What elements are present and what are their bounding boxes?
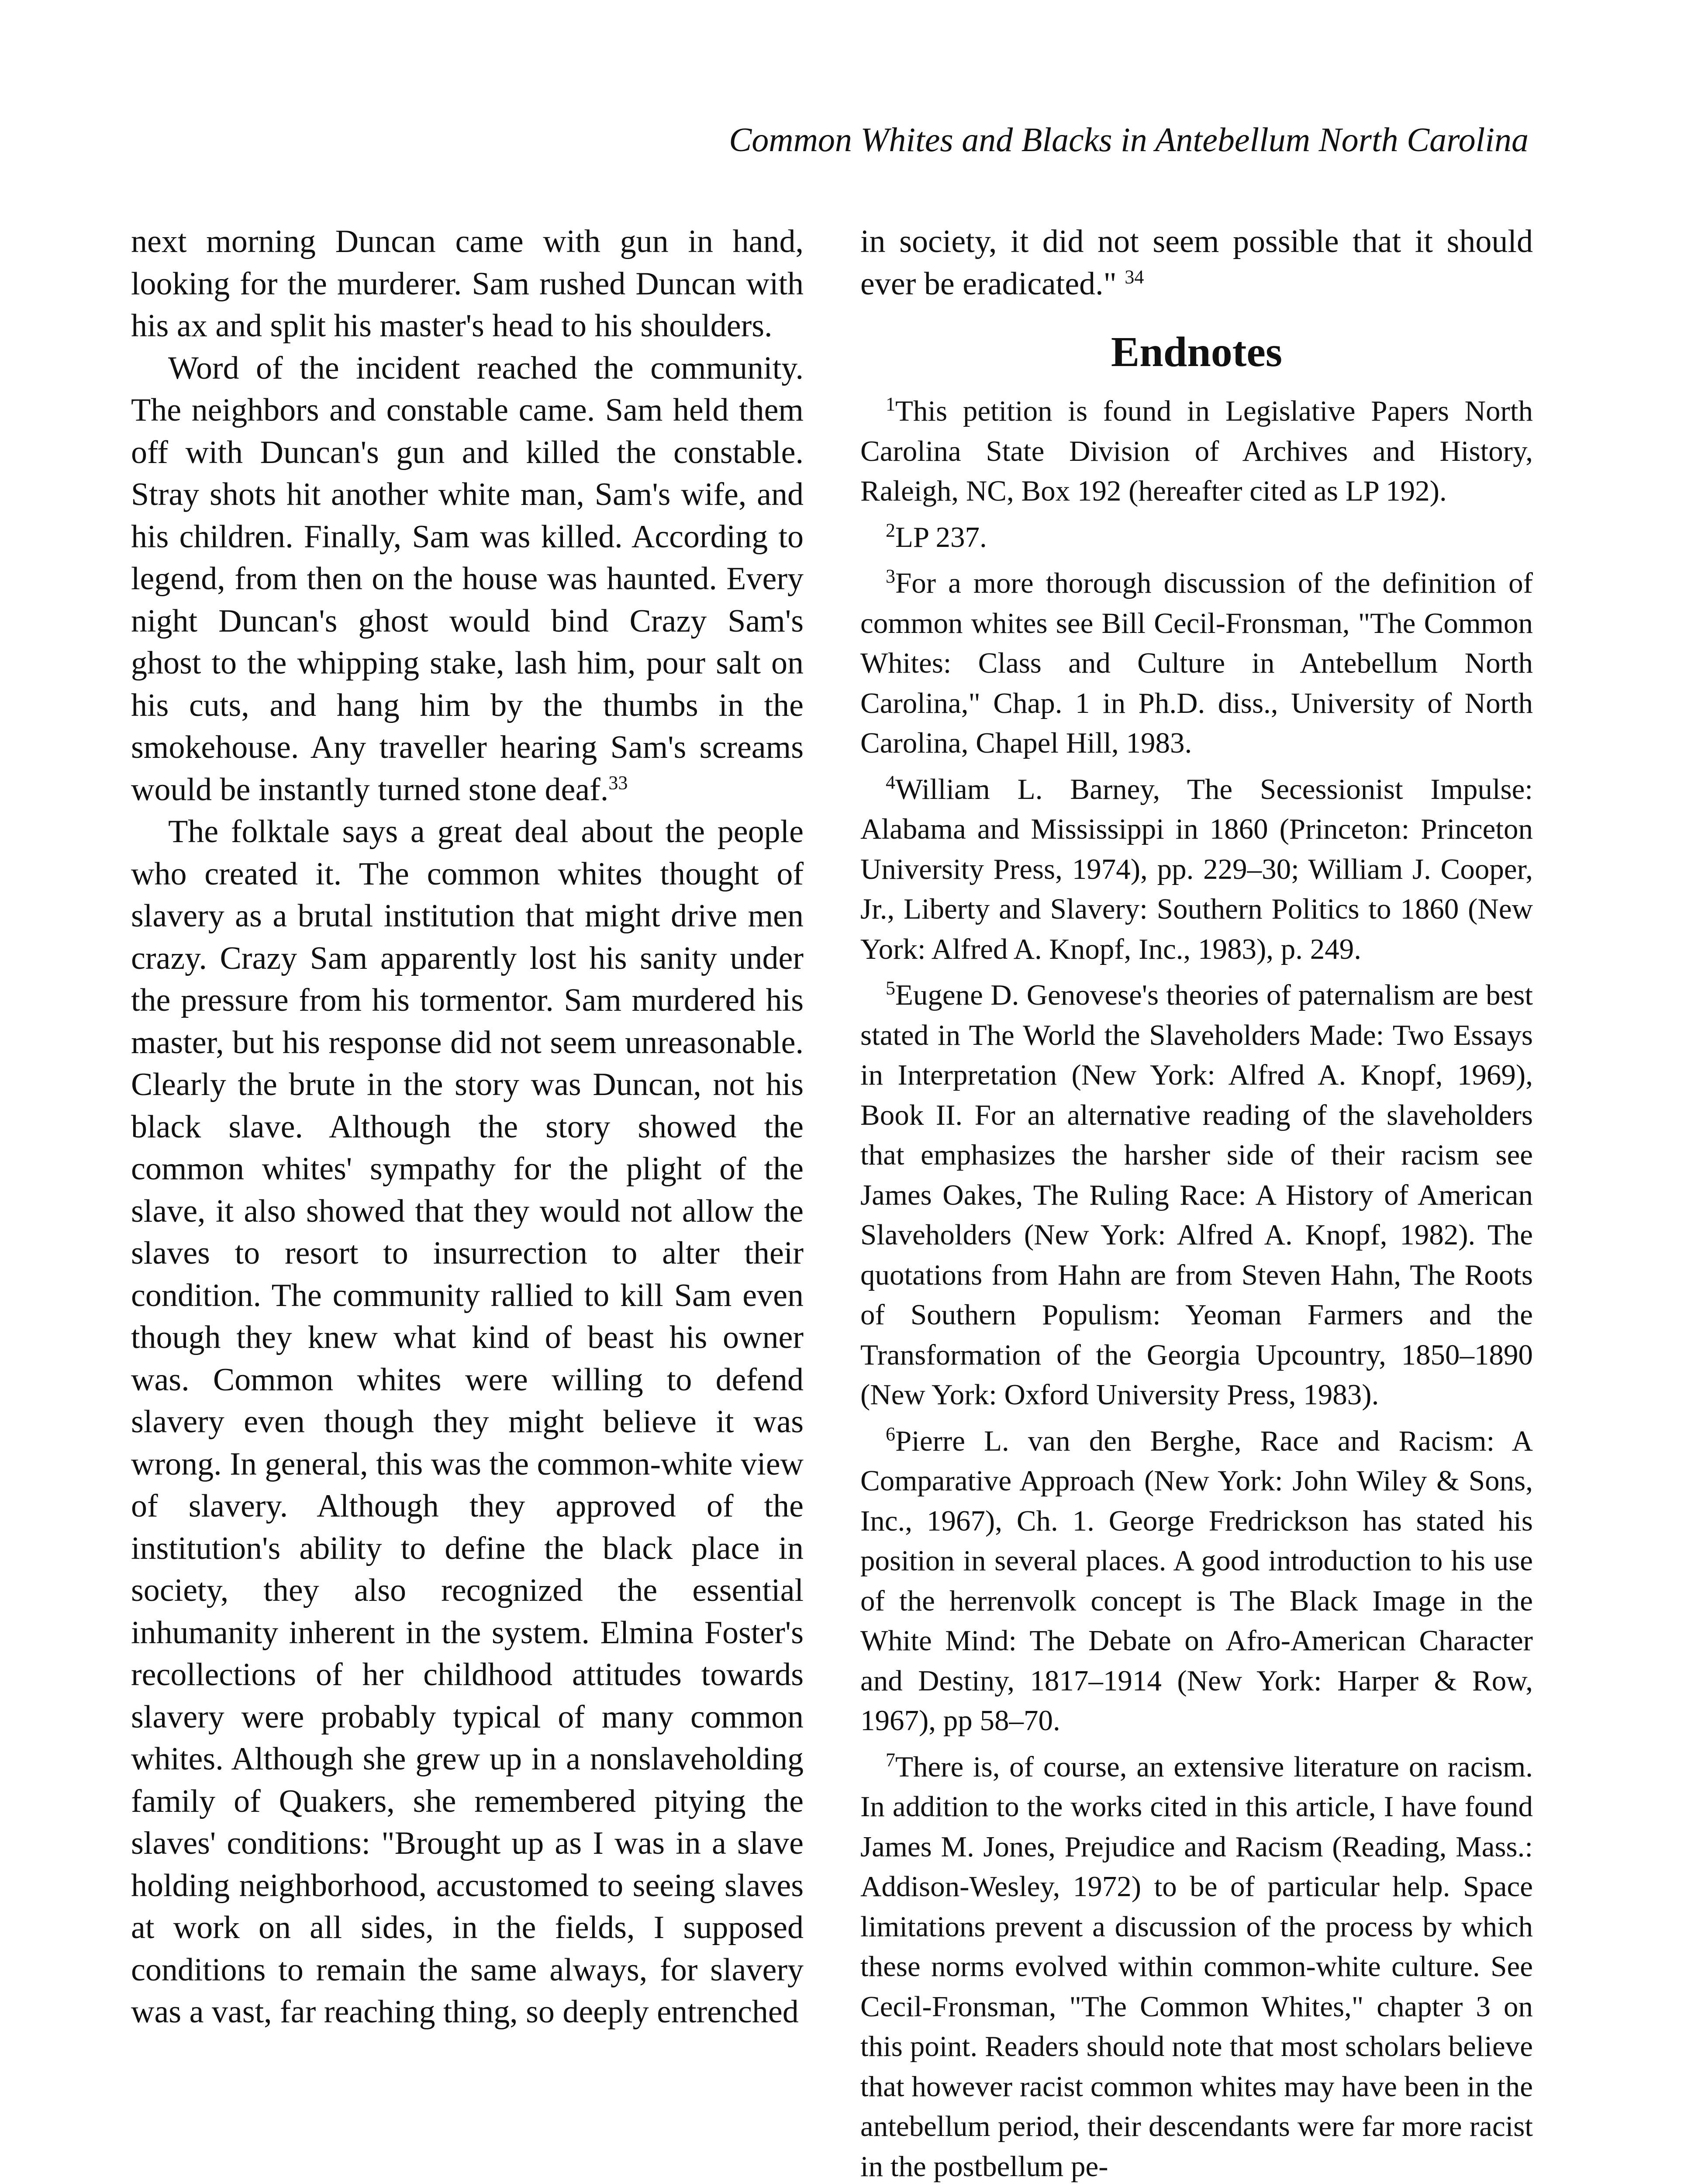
endnotes-heading: Endnotes bbox=[1111, 328, 1283, 376]
endnote bbox=[860, 563, 1533, 764]
endnote-number: 7 bbox=[886, 1749, 895, 1771]
endnote bbox=[860, 770, 1533, 970]
endnote bbox=[860, 1421, 1533, 1741]
body-paragraph: The folktale says a great deal about the people who created it. The common whites thought of slavery as a brutal institution that might drive men crazy. Crazy Sam apparently lost his sanity under the pressure from his tormentor. Sam murdered his master, but his response did not seem unreasonable. Clearly the brute in the story was Duncan, not his black slave. Although the story showed the common whites' sympathy for the plight of the slave, it also showed that they would not allow the slaves to resort to insurrection to alter their condition. The community rallied to kill Sam even though they knew what kind of beast his owner was. Common whites were willing to defend slavery even though they might believe it was wrong. In general, this was the common-white view of slavery. Although they approved of the institution's ability to define the black place in society, they also recognized the essential inhumanity inherent in the system. Elmina Foster's recollections of her childhood attitudes towards slavery were probably typical of many common whites. Although she grew up in a nonslaveholding family of Quakers, she remembered pitying the slaves' conditions: "Brought up as I was in a slave holding neighborhood, accustomed to seeing slaves at work on all sides, in the fields, I supposed conditions to remain the same always, for slavery was a vast, far reaching thing, so deeply entrenched bbox=[131, 814, 804, 2030]
endnote-text: William L. Barney, The Secessionist Impulse: Alabama and Mississippi in 1860 (Princeton: Princeton University Press, 1974), pp. 229–30; William J. Cooper, Jr., Liberty and Slavery: Southern Politics to 1860 (New York: Alfred A. Knopf, Inc., 1983), p. 249. bbox=[860, 773, 1533, 965]
body-paragraph bbox=[131, 347, 804, 811]
paragraph-text: in society, it did not seem possible that it should ever be eradicated." bbox=[860, 224, 1533, 302]
body-paragraph: next morning Duncan came with gun in hand, looking for the murderer. Sam rushed Duncan with his ax and split his master's head to his shoulders. bbox=[131, 224, 804, 344]
endnote-text: For a more thorough discussion of the definition of common whites see Bill Cecil-Fronsman, "The Common Whites: Class and Culture in Antebellum North Carolina," Chap. 1 in Ph.D. diss., University of North Carolina, Chapel Hill, 1983. bbox=[860, 567, 1533, 759]
paragraph-text: Word of the incident reached the community. The neighbors and constable came. Sam held them off with Duncan's gun and killed the constable. Stray shots hit another white man, Sam's wife, and his children. Finally, Sam was killed. According to legend, from then on the house was haunted. Every night Duncan's ghost would bind Crazy Sam's ghost to the whipping stake, lash him, pour salt on his cuts, and hang him by the thumbs in the smokehouse. Any traveller hearing Sam's screams would be instantly turned stone deaf. bbox=[131, 350, 804, 808]
endnote-text: There is, of course, an extensive literature on racism. In addition to the works cited in this article, I have found James M. Jones, Prejudice and Racism (Reading, Mass.: Addison-Wesley, 1972) to be of particular help. Space limitations prevent a discussion of the process by which these norms evolved within common-white culture. See Cecil-Fronsman, "The Common Whites," chapter 3 on this point. Readers should note that most scholars believe that however racist common whites may have been in the antebellum period, their descendants were far more racist in the postbellum pe- bbox=[860, 1750, 1533, 2183]
endnote-text: Eugene D. Genovese's theories of paternalism are best stated in The World the Slaveholders Made: Two Essays in Interpretation (New York: Alfred A. Knopf, 1969), Book II. For an alternative reading of the slaveholders that emphasizes the harsher side of their racism see James Oakes, The Ruling Race: A History of American Slaveholders (New York: Alfred A. Knopf, 1982). The quotations from Hahn are from Steven Hahn, The Roots of Southern Populism: Yeoman Farmers and the Transformation of the Georgia Upcountry, 1850–1890 (New York: Oxford University Press, 1983). bbox=[860, 979, 1533, 1411]
running-head: Common Whites and Blacks in Antebellum North Carolina bbox=[729, 121, 1529, 159]
endnote-number: 4 bbox=[886, 771, 895, 793]
note-reference: 33 bbox=[608, 771, 628, 793]
body-column-left bbox=[131, 221, 804, 2033]
endnote-number: 5 bbox=[886, 977, 895, 999]
endnotes-list bbox=[860, 391, 1533, 2184]
endnote bbox=[860, 518, 1533, 558]
note-reference: 34 bbox=[1125, 266, 1144, 287]
endnote bbox=[860, 975, 1533, 1415]
endnote-text: This petition is found in Legislative Papers North Carolina State Division of Archives and History, Raleigh, NC, Box 192 (hereafter cited as LP 192). bbox=[860, 395, 1533, 507]
endnote-number: 6 bbox=[886, 1423, 895, 1445]
endnote-number: 2 bbox=[886, 519, 895, 541]
endnote bbox=[860, 391, 1533, 511]
endnote-text: LP 237. bbox=[895, 521, 987, 553]
endnote-number: 1 bbox=[886, 393, 895, 415]
endnote bbox=[860, 1747, 1533, 2184]
body-paragraph-continuation bbox=[860, 221, 1533, 305]
endnote-text: Pierre L. van den Berghe, Race and Racism: A Comparative Approach (New York: John Wiley & Sons, Inc., 1967), Ch. 1. George Fredrickson has stated his position in several places. A good introduction to his use of the herrenvolk concept is The Black Image in the White Mind: The Debate on Afro-American Character and Destiny, 1817–1914 (New York: Harper & Row, 1967), pp 58–70. bbox=[860, 1424, 1533, 1737]
body-column-right bbox=[860, 221, 1533, 2184]
endnote-number: 3 bbox=[886, 565, 895, 587]
